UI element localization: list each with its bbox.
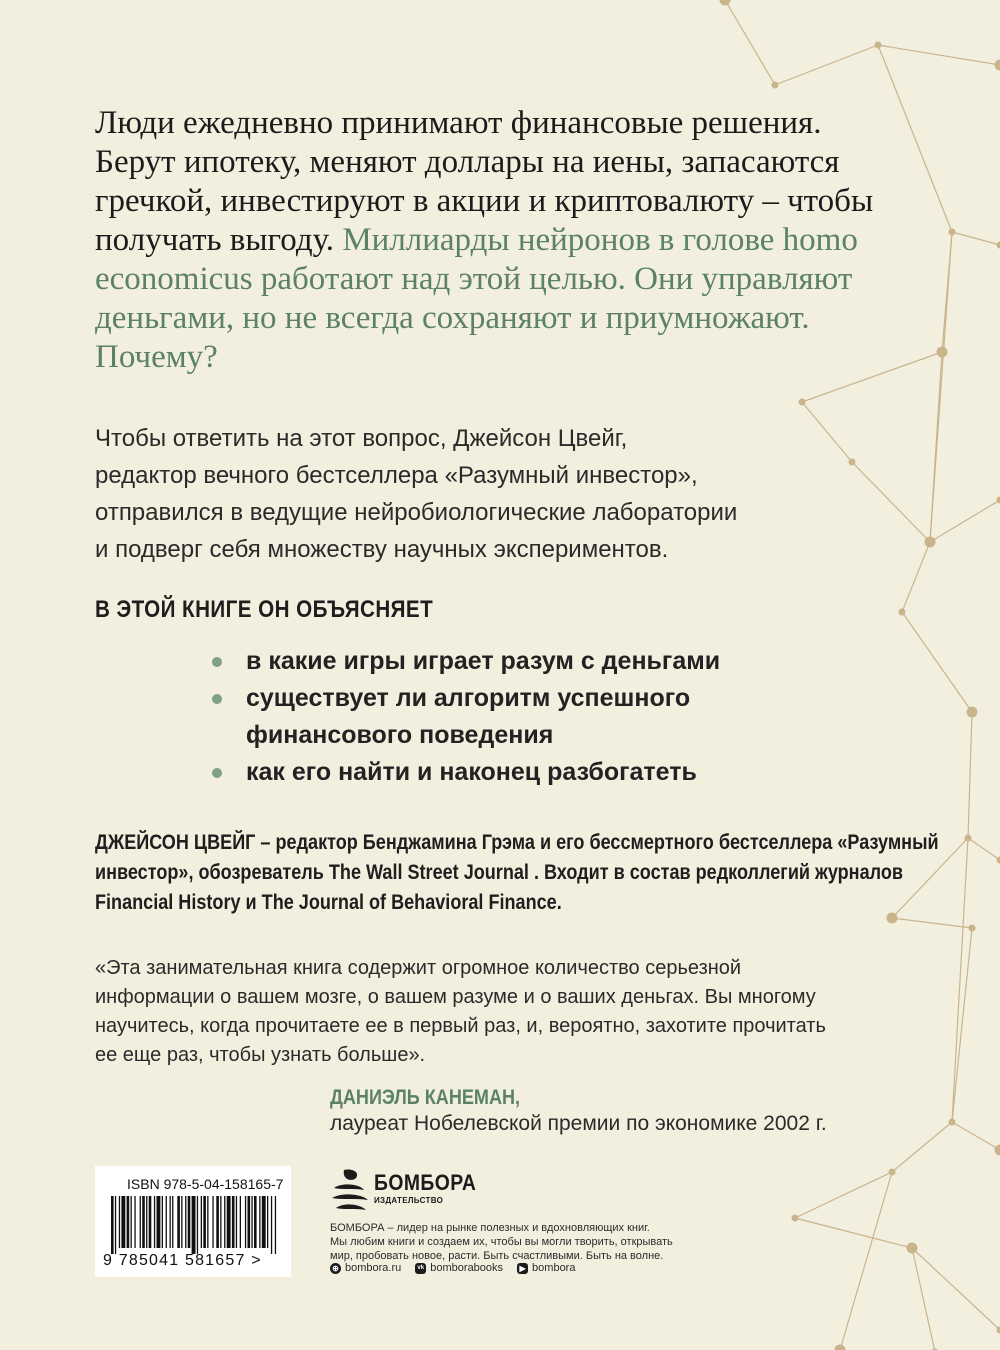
author-bio <box>95 828 939 918</box>
review-quote <box>95 954 895 1070</box>
barcode-bar <box>185 1196 186 1248</box>
barcode-bar <box>127 1196 130 1248</box>
bullet-dot-icon <box>212 657 222 667</box>
network-node <box>965 835 972 842</box>
barcode-bar <box>170 1196 171 1248</box>
quote-line: научитесь, когда прочитаете ее в первый раз, и, вероятно, захотите прочитать <box>95 1015 826 1037</box>
intro-paragraph <box>95 420 815 568</box>
publisher-subtitle: ИЗДАТЕЛЬСТВО <box>374 1196 444 1205</box>
network-line <box>852 462 930 542</box>
barcode-bar <box>251 1196 252 1248</box>
social-link-video[interactable] <box>517 1262 575 1274</box>
globe-icon: ⊕ <box>330 1263 341 1274</box>
bullet-dot-icon <box>212 694 222 704</box>
author-bio-line: ДЖЕЙСОН ЦВЕЙГ – редактор Бенджамина Грэма и его бессмертного бестселлера «Разумный <box>95 831 939 854</box>
publisher-desc-line: мир, пробовать новое, расти. Быть счастливыми. Быть на волне. <box>330 1250 664 1262</box>
barcode-bar <box>271 1196 272 1254</box>
intro-line: и подверг себя множеству научных экспериментов. <box>95 536 669 563</box>
network-node <box>849 459 856 466</box>
publisher-socials <box>330 1262 575 1274</box>
network-line <box>892 918 972 928</box>
network-node <box>835 1345 846 1350</box>
barcode-bar <box>207 1196 208 1248</box>
intro-line: отправился в ведущие нейробиологические лаборатории <box>95 499 738 526</box>
author-bio-line: Financial History и The Journal of Behavioral Finance. <box>95 891 562 914</box>
barcode-bar <box>177 1196 180 1248</box>
bullet-text: существует ли алгоритм успешного <box>246 684 691 712</box>
bullet-item <box>210 754 720 791</box>
barcode-bar <box>262 1196 266 1248</box>
network-line <box>952 838 968 1122</box>
barcode-bar <box>134 1196 135 1248</box>
network-node <box>969 925 976 932</box>
lead-line-highlight: economicus работают над этой целью. Они управляют <box>95 261 853 297</box>
explains-heading: В ЭТОЙ КНИГЕ ОН ОБЪЯСНЯЕТ <box>95 596 434 623</box>
intro-line: Чтобы ответить на этот вопрос, Джейсон Цвейг, <box>95 425 628 452</box>
quote-line: «Эта занимательная книга содержит огромное количество серьезной <box>95 957 742 979</box>
intro-line: редактор вечного бестселлера «Разумный инвестор», <box>95 462 698 489</box>
video-icon: ▶ <box>517 1263 528 1274</box>
network-line <box>968 838 1000 860</box>
bullet-dot-icon <box>212 768 222 778</box>
isbn-text: ISBN 978-5-04-158165-7 <box>127 1176 284 1192</box>
network-line <box>952 928 972 1122</box>
lead-line: Берут ипотеку, меняют доллары на иены, запасаются <box>95 144 840 180</box>
quote-author: ДАНИЭЛЬ КАНЕМАН, <box>330 1086 521 1109</box>
barcode-bar <box>197 1196 198 1254</box>
network-line <box>878 45 1000 65</box>
network-line <box>912 1248 935 1350</box>
barcode-bar <box>119 1196 120 1248</box>
barcode-bar <box>240 1196 241 1248</box>
quote-line: ее еще раз, чтобы узнать больше». <box>95 1044 426 1066</box>
network-line <box>968 712 972 838</box>
publisher-desc-line: БОМБОРА – лидер на рынке полезных и вдохновляющих книг. <box>330 1222 650 1234</box>
vk-icon: vk <box>415 1263 426 1274</box>
lead-line-plain: получать выгоду. <box>95 222 343 258</box>
social-link-vk[interactable] <box>415 1262 503 1274</box>
network-node <box>720 0 731 6</box>
barcode-bar <box>259 1196 260 1248</box>
barcode-bar <box>236 1196 237 1248</box>
barcode-bar <box>216 1196 219 1248</box>
barcode-bar <box>140 1196 141 1248</box>
barcode-bar <box>212 1196 213 1248</box>
barcode-graphic <box>111 1196 277 1254</box>
network-line <box>725 0 775 85</box>
bullet-text: финансового поведения <box>246 721 554 749</box>
network-node <box>889 1169 896 1176</box>
barcode-bar <box>162 1196 163 1248</box>
network-node <box>967 707 978 718</box>
barcode-bar <box>157 1196 161 1248</box>
barcode-bar <box>201 1196 202 1248</box>
network-line <box>840 1172 892 1350</box>
bombora-logo-icon <box>330 1166 370 1212</box>
publisher-description <box>330 1221 710 1263</box>
network-line <box>775 45 878 85</box>
bullet-list <box>210 643 720 791</box>
barcode-bar <box>203 1196 206 1248</box>
network-line <box>952 232 1000 245</box>
network-line <box>930 232 952 542</box>
barcode-digits: 9 785041 581657 > <box>103 1252 262 1269</box>
lead-line-highlight: деньгами, но не всегда сохраняют и приумножают. <box>95 300 810 336</box>
bullet-item <box>210 643 720 680</box>
social-label: bombora.ru <box>345 1262 402 1274</box>
bullet-item <box>210 680 720 754</box>
lead-line-highlight: Миллиарды нейронов в голове homo <box>342 222 858 258</box>
barcode-bar <box>149 1196 152 1248</box>
barcode-bar <box>146 1196 147 1248</box>
network-node <box>937 347 948 358</box>
network-node <box>997 242 1000 249</box>
network-line <box>878 45 952 232</box>
network-line <box>912 1248 1000 1330</box>
barcode-bar <box>111 1196 114 1254</box>
network-node <box>995 60 1000 71</box>
network-node <box>792 1215 799 1222</box>
barcode-bar <box>142 1196 145 1248</box>
bullet-text: как его найти и наконец разбогатеть <box>246 758 697 786</box>
network-node <box>772 82 779 89</box>
bullet-text: в какие игры играет разум с деньгами <box>246 647 721 675</box>
lead-line: Люди ежедневно принимают финансовые решения. <box>95 105 822 141</box>
network-node <box>949 229 956 236</box>
barcode-bar <box>172 1196 173 1248</box>
lead-line-highlight: Почему? <box>95 339 218 375</box>
barcode-bar <box>115 1196 116 1254</box>
barcode-bar <box>254 1196 257 1248</box>
barcode-bar <box>245 1196 246 1248</box>
barcode-bar <box>131 1196 132 1248</box>
network-node <box>799 399 806 406</box>
network-line <box>795 1172 892 1218</box>
barcode-bar <box>166 1196 167 1248</box>
network-node <box>875 42 882 49</box>
network-node <box>949 1119 956 1126</box>
barcode-bar <box>224 1196 225 1248</box>
social-label: bombora <box>532 1262 576 1274</box>
barcode-bar <box>121 1196 125 1248</box>
barcode-bar <box>181 1196 182 1248</box>
social-label: bomborabooks <box>430 1262 504 1274</box>
barcode-bar <box>267 1196 268 1248</box>
quote-line: информации о вашем мозге, о вашем разуме и о ваших деньгах. Вы многому <box>95 986 816 1008</box>
barcode-bar <box>248 1196 251 1248</box>
barcode-bar <box>275 1196 276 1254</box>
network-line <box>952 1122 1000 1150</box>
network-node <box>995 1145 1000 1156</box>
barcode-bar <box>220 1196 221 1248</box>
network-line <box>902 542 930 612</box>
lead-line-mixed <box>95 221 858 260</box>
author-bio-line: инвестор», обозреватель The Wall Street Journal . Входит в состав редколлегий журналов <box>95 861 904 884</box>
publisher-name: БОМБОРА <box>374 1170 477 1195</box>
network-line <box>795 1218 912 1248</box>
network-node <box>887 913 898 924</box>
barcode-bar <box>192 1196 196 1254</box>
barcode-block <box>95 1166 291 1277</box>
network-node <box>907 1243 918 1254</box>
barcode-bar <box>188 1196 191 1248</box>
network-node <box>925 537 936 548</box>
network-line <box>892 1122 952 1172</box>
barcode-bar <box>154 1196 155 1248</box>
network-node <box>899 609 906 616</box>
lead-line: гречкой, инвестируют в акции и криптовалюту – чтобы <box>95 183 874 219</box>
barcode-bar <box>232 1196 235 1248</box>
network-line <box>930 500 1000 542</box>
social-link-site[interactable] <box>330 1262 401 1274</box>
publisher-desc-line: Мы любим книги и создаем их, чтобы вы могли творить, открывать <box>330 1236 673 1248</box>
network-line <box>902 612 972 712</box>
quote-author-role: лауреат Нобелевской премии по экономике 2002 г. <box>330 1112 827 1135</box>
lead-paragraph <box>95 104 874 377</box>
barcode-bar <box>227 1196 231 1248</box>
